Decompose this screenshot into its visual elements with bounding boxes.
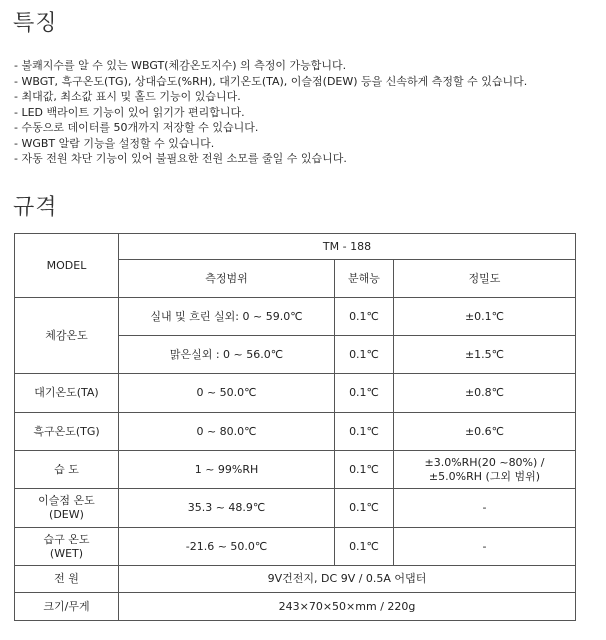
table-row [15, 489, 576, 528]
feature-item: - 수동으로 데이터를 50개까지 저장할 수 있습니다. [14, 121, 259, 134]
feature-list [14, 58, 604, 167]
model-value: TM - 188 [119, 234, 576, 260]
cell: 0.1℃ [335, 374, 394, 413]
air-temp-label: 대기온도(TA) [15, 374, 119, 413]
size-weight-value: 243×70×50×mm / 220g [119, 593, 576, 621]
cell: 0.1℃ [335, 528, 394, 566]
cell: 맑은실외 : 0 ~ 56.0℃ [119, 336, 335, 374]
feature-item: - 최대값, 최소값 표시 및 홀드 기능이 있습니다. [14, 90, 241, 103]
cell: 0.1℃ [335, 298, 394, 336]
table-row [15, 593, 576, 621]
table-row [15, 298, 576, 336]
col-resolution-header: 분해능 [335, 260, 394, 298]
cell: 0.1℃ [335, 336, 394, 374]
table-row [15, 374, 576, 413]
felt-temp-label: 체감온도 [15, 298, 119, 374]
col-accuracy-header: 정밀도 [394, 260, 576, 298]
table-row [15, 451, 576, 489]
size-weight-label: 크기/무게 [15, 593, 119, 621]
feature-item: - WGBT 알람 기능을 설정할 수 있습니다. [14, 136, 215, 150]
table-row [15, 413, 576, 451]
feature-item: - WBGT, 흑구온도(TG), 상대습도(%RH), 대기온도(TA), 이슬점(DEW) 등을 신속하게 측정할 수 있습니다. [14, 74, 528, 88]
cell: -21.6 ~ 50.0℃ [119, 528, 335, 566]
cell: ±1.5℃ [394, 336, 576, 374]
cell: ±0.6℃ [394, 413, 576, 451]
spec-table [14, 233, 576, 621]
cell: - [394, 489, 576, 528]
cell: 0.1℃ [335, 489, 394, 528]
cell: ±0.8℃ [394, 374, 576, 413]
humidity-label: 습 도 [15, 451, 119, 489]
power-value: 9V건전지, DC 9V / 0.5A 어댑터 [119, 566, 576, 593]
cell: 0.1℃ [335, 413, 394, 451]
cell: 35.3 ~ 48.9℃ [119, 489, 335, 528]
feature-item: - 자동 전원 차단 기능이 있어 불필요한 전원 소모를 줄일 수 있습니다. [14, 152, 347, 165]
cell: 0 ~ 80.0℃ [119, 413, 335, 451]
globe-temp-label: 흑구온도(TG) [15, 413, 119, 451]
cell: ±0.1℃ [394, 298, 576, 336]
col-range-header: 측정범위 [119, 260, 335, 298]
wet-bulb-label: 습구 온도 (WET) [15, 528, 119, 566]
model-label: MODEL [15, 234, 119, 298]
table-row [15, 528, 576, 566]
spec-heading: 규격 [13, 195, 58, 220]
feature-item: - 불쾌지수를 알 수 있는 WBGT(체감온도지수) 의 측정이 가능합니다. [14, 59, 347, 72]
cell: - [394, 528, 576, 566]
table-row [15, 234, 576, 260]
cell: 0.1℃ [335, 451, 394, 489]
cell: ±3.0%RH(20 ~80%) / ±5.0%RH (그외 범위) [394, 451, 576, 489]
power-label: 전 원 [15, 566, 119, 593]
dew-point-label: 이슬점 온도 (DEW) [15, 489, 119, 528]
cell: 1 ~ 99%RH [119, 451, 335, 489]
features-heading: 특징 [13, 11, 58, 36]
table-row [15, 566, 576, 593]
feature-item: - LED 백라이트 기능이 있어 읽기가 편리합니다. [14, 105, 245, 119]
cell: 0 ~ 50.0℃ [119, 374, 335, 413]
cell: 실내 및 흐린 실외: 0 ~ 59.0℃ [119, 298, 335, 336]
